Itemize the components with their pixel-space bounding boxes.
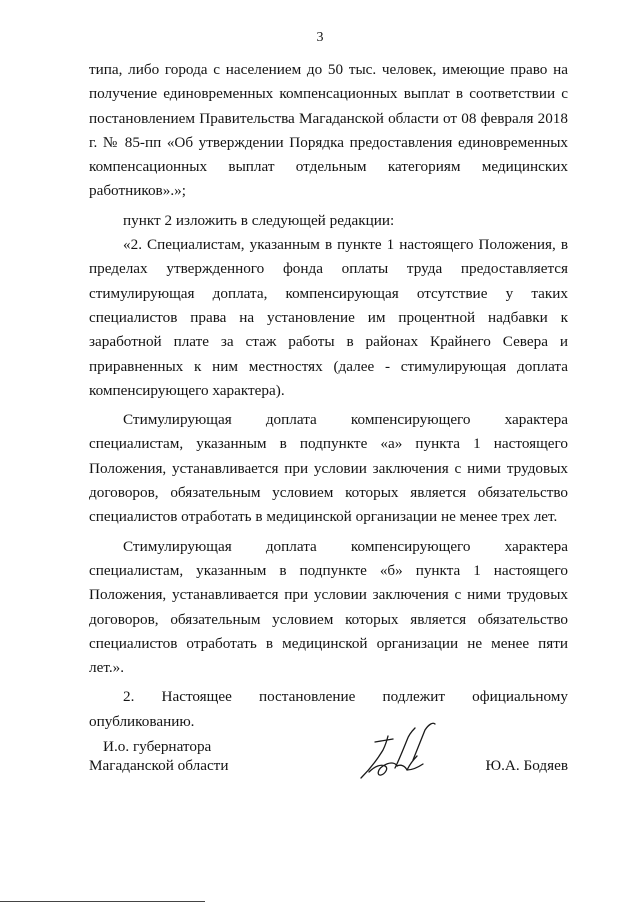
paragraph-point-2-text: «2. Специалистам, указанным в пункте 1 настоящего Положения, в пределах утвержденного фонда оплаты труда предоставляется стимулирующая доплата, компенсирующая отсутствие у таких специалистов права на установление им процентной надбавки к заработной плате за стаж работы в районах Крайнего Севера и приравненных к ним местностях (далее - стимулирующая доплата компенсирующего характера). (89, 236, 568, 399)
paragraph-subpoint-a: Стимулирующая доплата компенсирующего характера специалистам, указанным в подпункте «а» пункта 1 настоящего Положения, устанавливается при условии заключения с ними трудовых договоров, обязательным условием которых является обязательство специалистов отработать в медицинской организации не менее трех лет. (89, 411, 568, 526)
signatory-name: Ю.А. Бодяев (485, 757, 568, 774)
paragraph-publication: 2. Настоящее постановление подлежит официальному опубликованию. (89, 688, 568, 730)
handwritten-signature (355, 720, 445, 790)
signatory-position-line2: Магаданской области (89, 757, 229, 774)
paragraph-subpoint-b: Стимулирующая доплата компенсирующего характера специалистам, указанным в подпункте «б» пункта 1 настоящего Положения, устанавливается при условии заключения с ними трудовых договоров, обязательным условием которых является обязательство специалистов отработать в медицинской организации не менее пяти лет.». (89, 537, 568, 677)
paragraph-point-2-intro: пункт 2 изложить в следующей редакции: (123, 211, 395, 229)
paragraph-continuation: типа, либо города с населением до 50 тыс. человек, имеющие право на получение единовременных компенсационных выплат в соответствии с постановлением Правительства Магаданской области от 08 февраля 2018 г. № 85-пп «Об утверждении Порядка предоставления единовременных компенсационных выплат отдельным категориям медицинских работников».»; (89, 61, 568, 200)
page-number: 3 (316, 30, 324, 45)
signatory-position-line1: И.о. губернатора (103, 738, 212, 755)
footer-rule (0, 901, 205, 902)
document-body (89, 58, 568, 734)
signatory-position (89, 737, 228, 775)
